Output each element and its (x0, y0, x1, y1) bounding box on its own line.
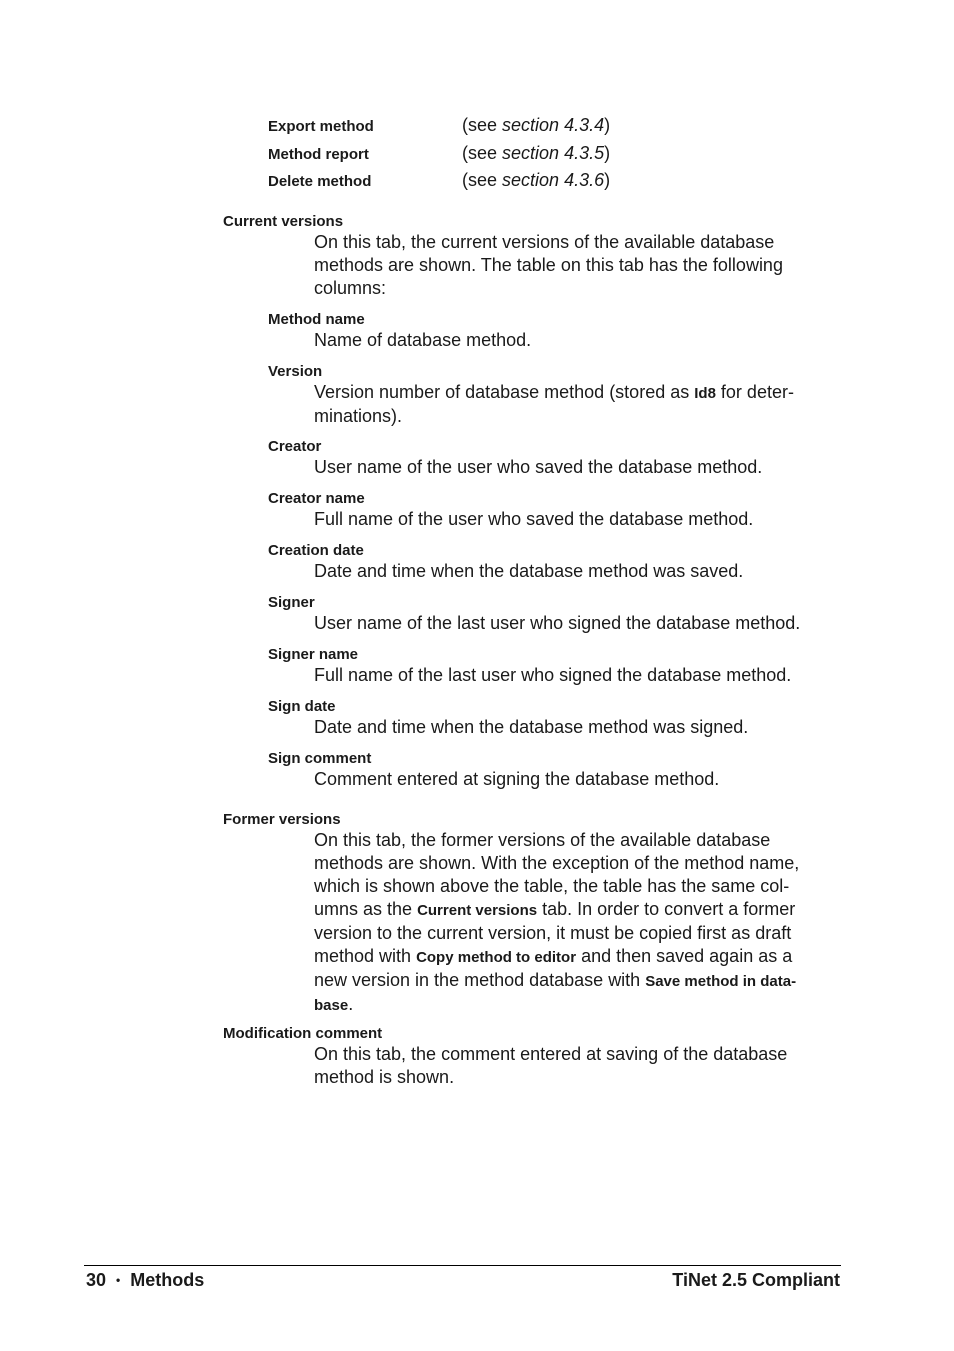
bullet-icon: • (116, 1273, 121, 1287)
section-heading-modification-comment: Modification comment (223, 1025, 383, 1042)
menu-item-reference (462, 169, 610, 192)
modification-comment-text: On this tab, the comment entered at saving of the database method is shown. (314, 1044, 788, 1087)
footer-product: TiNet 2.5 Compliant (672, 1270, 840, 1290)
column-term: Sign date (268, 698, 336, 715)
column-term: Version (268, 363, 323, 380)
column-term: Signer (268, 594, 315, 611)
see-prefix: (see (462, 115, 503, 135)
column-term: Method name (268, 311, 365, 328)
menu-item-label: Export method (268, 118, 374, 135)
menu-item-reference (462, 114, 610, 137)
column-description: Comment entered at signing the database method. (314, 769, 720, 789)
footer-left (86, 1270, 204, 1291)
menu-item-reference (462, 142, 610, 165)
column-description: Date and time when the database method was signed. (314, 717, 749, 737)
column-description: User name of the last user who signed the database method. (314, 613, 801, 633)
desc-text: for deter-minations). (314, 382, 794, 426)
para-text: and then saved again as a new version in the method database with (314, 946, 793, 990)
menu-item-label: Method report (268, 146, 369, 163)
section-ref: section 4.3.6 (502, 170, 605, 190)
column-description: Date and time when the database method was saved. (314, 561, 744, 581)
inline-code: Current versions (417, 902, 538, 919)
menu-item-label: Delete method (268, 173, 372, 190)
see-suffix: ) (604, 143, 611, 163)
inline-code: Save method in data-base (314, 973, 797, 1014)
para-text: On this tab, the former versions of the available database methods are shown. With the exception of the method name, which is shown above the table, the table has the same col-umns as the (314, 830, 800, 919)
footer-rule (84, 1265, 841, 1266)
para-text: . (348, 994, 354, 1014)
section-ref: section 4.3.4 (502, 115, 605, 135)
column-description: Name of database method. (314, 330, 532, 350)
inline-code: Id8 (694, 385, 716, 402)
column-term: Sign comment (268, 750, 372, 767)
see-prefix: (see (462, 143, 503, 163)
column-description: User name of the user who saved the database method. (314, 457, 763, 477)
para-text: tab. In order to convert a former version to the current version, it must be copied first as draft method with (314, 899, 796, 966)
column-term: Signer name (268, 646, 359, 663)
column-description (314, 381, 824, 428)
desc-text: Version number of database method (stored as (314, 382, 695, 402)
inline-code: Copy method to editor (416, 949, 577, 966)
section-ref: section 4.3.5 (502, 143, 605, 163)
column-term: Creator (268, 438, 322, 455)
see-suffix: ) (604, 115, 611, 135)
section-heading-current-versions: Current versions (223, 213, 344, 230)
footer-section: Methods (130, 1270, 205, 1290)
column-description: Full name of the last user who signed the database method. (314, 665, 792, 685)
former-versions-text (314, 829, 824, 1017)
current-versions-intro: On this tab, the current versions of the available database methods are shown. The table on this tab has the following columns: (314, 232, 783, 298)
column-description: Full name of the user who saved the database method. (314, 509, 754, 529)
see-suffix: ) (604, 170, 611, 190)
page-number: 30 (86, 1270, 107, 1290)
column-term: Creation date (268, 542, 364, 559)
section-heading-former-versions: Former versions (223, 811, 341, 828)
see-prefix: (see (462, 170, 503, 190)
column-term: Creator name (268, 490, 365, 507)
